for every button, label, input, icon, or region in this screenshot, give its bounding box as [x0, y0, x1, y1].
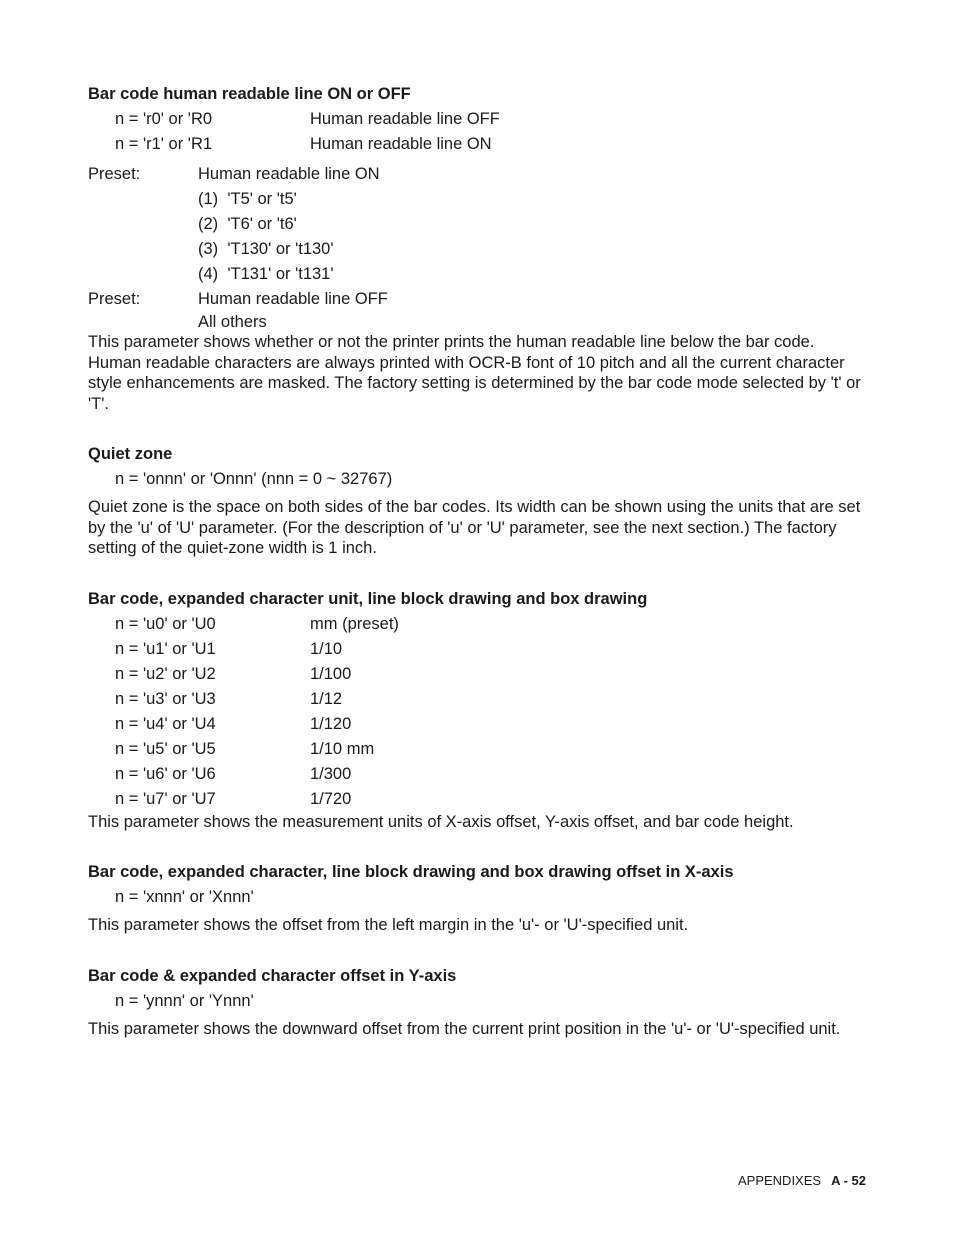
- param-key: n = 'u2' or 'U2: [115, 664, 216, 683]
- section-heading: Bar code human readable line ON or OFF: [88, 85, 411, 103]
- preset-sub: All others: [198, 313, 267, 331]
- param-value: 1/720: [310, 789, 352, 808]
- param-row: [88, 737, 868, 762]
- preset-block: [88, 162, 868, 287]
- param-row: [88, 637, 868, 662]
- param-row: [88, 662, 868, 687]
- param-value: 1/10: [310, 639, 343, 658]
- section-y-offset: [88, 964, 868, 1040]
- page-number: A - 52: [831, 1173, 866, 1188]
- preset-label: Preset:: [88, 165, 141, 183]
- page-footer: [738, 1172, 866, 1190]
- footer-label: APPENDIXES: [737, 1173, 822, 1188]
- preset-item: (4) 'T131' or 't131': [198, 265, 334, 283]
- section-units: [88, 587, 868, 833]
- param-value: 1/12: [310, 689, 343, 708]
- section-heading: Bar code, expanded character, line block drawing and box drawing offset in X-axis: [88, 863, 734, 881]
- param-row: [88, 712, 868, 737]
- param-key: n = 'r0' or 'R0: [115, 110, 213, 128]
- param-key: n = 'u5' or 'U5: [115, 739, 216, 758]
- param-row: [88, 612, 868, 637]
- param-row: [88, 107, 868, 132]
- param-value: Human readable line ON: [310, 135, 492, 153]
- preset-value: Human readable line ON: [198, 165, 380, 183]
- section-x-offset: [88, 860, 868, 936]
- description-paragraph: This parameter shows the offset from the left margin in the 'u'- or 'U'-specified unit.: [88, 916, 689, 934]
- section-human-readable: [88, 82, 868, 414]
- preset-block: [88, 287, 868, 332]
- param-value: 1/120: [310, 714, 352, 733]
- section-heading: Bar code & expanded character offset in Y-axis: [88, 966, 457, 985]
- section-heading: Bar code, expanded character unit, line block drawing and box drawing: [88, 589, 648, 608]
- param-key: n = 'u1' or 'U1: [115, 639, 216, 658]
- preset-item: (1) 'T5' or 't5': [198, 190, 297, 208]
- description-paragraph: This parameter shows the measurement units of X-axis offset, Y-axis offset, and bar code height.: [88, 812, 794, 831]
- param-key: n = 'u7' or 'U7: [115, 789, 216, 808]
- param-row: [88, 787, 868, 812]
- preset-value: Human readable line OFF: [198, 290, 388, 308]
- param-key: n = 'u0' or 'U0: [115, 614, 216, 633]
- param-key: n = 'u6' or 'U6: [115, 764, 216, 783]
- param-value: 1/10 mm: [310, 739, 375, 758]
- param-line: n = 'onnn' or 'Onnn' (nnn = 0 ~ 32767): [115, 470, 393, 488]
- page-content: [88, 82, 868, 1039]
- param-value: 1/300: [310, 764, 352, 783]
- section-heading: Quiet zone: [88, 445, 173, 463]
- param-value: Human readable line OFF: [310, 110, 500, 128]
- description-paragraph: This parameter shows the downward offset from the current print position in the 'u'- or 'U'-specified unit.: [88, 1019, 841, 1038]
- param-key: n = 'u3' or 'U3: [115, 689, 216, 708]
- section-quiet-zone: [88, 442, 868, 559]
- param-line: n = 'ynnn' or 'Ynnn': [115, 991, 254, 1010]
- param-value: 1/100: [310, 664, 352, 683]
- param-row: [88, 132, 868, 157]
- param-row: [88, 762, 868, 787]
- description-paragraph: Quiet zone is the space on both sides of the bar codes. Its width can be shown using the units that are set by the 'u' of 'U' parameter. (For the description of 'u' or 'U' parameter, see the next section.) The factory setting of the quiet-zone width is 1 inch.: [88, 498, 861, 557]
- param-row: [88, 687, 868, 712]
- param-key: n = 'u4' or 'U4: [115, 714, 216, 733]
- param-key: n = 'r1' or 'R1: [115, 135, 213, 153]
- preset-item: (2) 'T6' or 't6': [198, 215, 297, 233]
- description-paragraph: This parameter shows whether or not the printer prints the human readable line below the bar code. Human readable characters are always printed with OCR-B font of 10 pitch and all the current character style enhancements are masked. The factory setting is determined by the bar code mode selected by 't' or 'T'.: [88, 333, 861, 413]
- preset-label: Preset:: [88, 290, 141, 308]
- param-line: n = 'xnnn' or 'Xnnn': [115, 888, 254, 906]
- preset-item: (3) 'T130' or 't130': [198, 240, 334, 258]
- param-value: mm (preset): [310, 614, 399, 633]
